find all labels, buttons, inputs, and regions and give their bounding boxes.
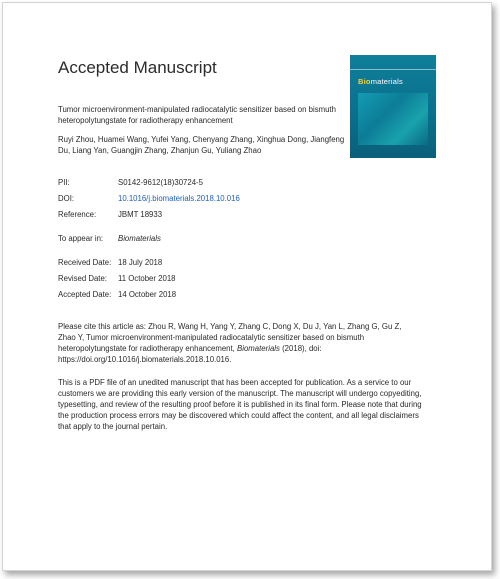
document-page bbox=[2, 2, 492, 571]
date-value: 14 October 2018 bbox=[118, 290, 177, 299]
author-list: Ruyi Zhou, Huamei Wang, Yufei Yang, Chenyang Zhang, Xinghua Dong, Jiangfeng Du, Liang Yan, Guangjin Zhang, Zhanjun Gu, Yuliang Zhao bbox=[58, 135, 345, 155]
journal-cover-image bbox=[350, 55, 436, 158]
citation-journal: Biomaterials bbox=[237, 344, 280, 353]
citation-paragraph: Please cite this article as: Zhou R, Wang H, Yang Y, Zhang C, Dong X, Du J, Yan L, Zhang G, Gu Z, Zhao Y, Tumor microenvironment-manipulated radiocatalytic sensitizer based on bismuth heteropolytungstate for radiotherapy enhancement, Biomaterials (2018), doi: https://doi.org/10.1016/j.biomaterials.2018.10.016. bbox=[58, 322, 402, 364]
date-value: 11 October 2018 bbox=[118, 274, 176, 283]
date-label: Revised Date: bbox=[58, 274, 107, 283]
disclaimer-paragraph: This is a PDF file of an unedited manuscript that has been accepted for publication. As a service to our customers we are providing this early version of the manuscript. The manuscript will undergo copyediting, typesetting, and review of the resulting proof before it is published in its final form. Please note that during the production process errors may be discovered which could affect the content, and all legal disclaimers that apply to the journal pertain. bbox=[58, 378, 422, 431]
cover-divider bbox=[350, 69, 436, 70]
page-heading: Accepted Manuscript bbox=[58, 58, 217, 77]
meta-value: JBMT 18933 bbox=[118, 210, 163, 219]
cover-journal-title: Biomaterials bbox=[358, 77, 403, 86]
date-value: 18 July 2018 bbox=[118, 258, 163, 267]
appear-label: To appear in: bbox=[58, 234, 104, 243]
cover-artwork bbox=[358, 93, 428, 145]
date-label: Accepted Date: bbox=[58, 290, 112, 299]
meta-label: Reference: bbox=[58, 210, 97, 219]
meta-value: S0142-9612(18)30724-5 bbox=[118, 178, 203, 187]
meta-label: PII: bbox=[58, 178, 70, 187]
appear-journal: Biomaterials bbox=[118, 234, 161, 243]
meta-label: DOI: bbox=[58, 194, 75, 203]
doi-link[interactable]: 10.1016/j.biomaterials.2018.10.016 bbox=[118, 194, 240, 203]
date-label: Received Date: bbox=[58, 258, 112, 267]
article-title: Tumor microenvironment-manipulated radiocatalytic sensitizer based on bismuth heteropolytungstate for radiotherapy enhancement bbox=[58, 105, 336, 125]
